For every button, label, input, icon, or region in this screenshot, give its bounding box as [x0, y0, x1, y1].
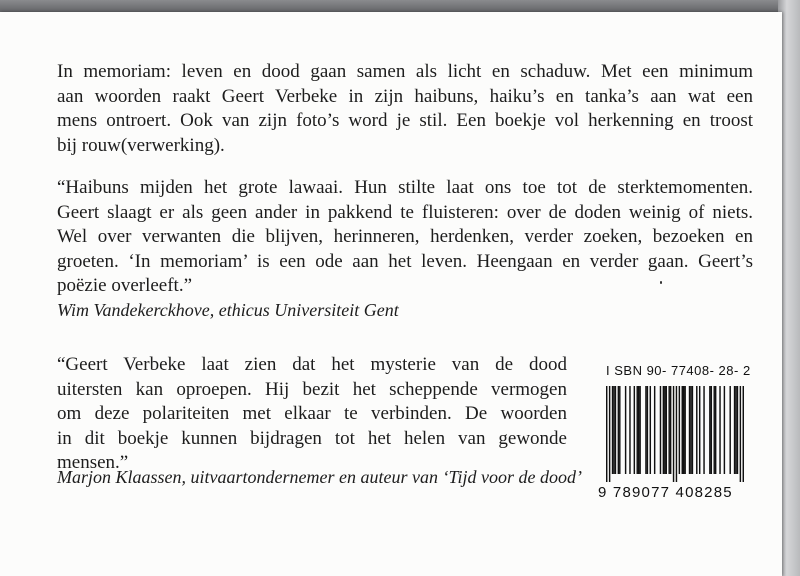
quote-paragraph: [57, 176, 753, 299]
barcode-bar: [679, 386, 680, 474]
barcode-bar: [668, 386, 669, 474]
barcode-bars: [606, 386, 744, 482]
barcode-bar: [625, 386, 626, 474]
barcode-bar: [647, 386, 648, 474]
barcode-bar: [670, 386, 671, 474]
quote-attribution: Marjon Klaassen, uitvaartondernemer en auteur van ‘Tijd voor de dood’: [57, 467, 582, 487]
barcode-bar: [740, 386, 741, 482]
ean-digits: 9 789077 408285: [598, 484, 733, 501]
barcode-bar: [703, 386, 704, 474]
quote-line: om deze polariteiten met elkaar te verbinden. De woorden: [57, 403, 567, 424]
barcode-bar: [619, 386, 620, 474]
barcode-bar: [639, 386, 640, 474]
quote-line: mensen.”: [57, 452, 129, 473]
barcode-bar: [612, 386, 613, 474]
barcode-bar: [743, 386, 744, 482]
barcode-bar: [676, 386, 677, 482]
barcode-bar: [684, 386, 685, 474]
barcode-bar: [689, 386, 690, 474]
quote-line: Geert slaagt er als geen ander in pakkend te fluisteren: over de doden weinig of niets.: [57, 201, 753, 223]
barcode-bar: [660, 386, 661, 474]
barcode-bar: [719, 386, 720, 474]
quote-attribution: Wim Vandekerckhove, ethicus Universiteit Gent: [57, 300, 399, 320]
blurb-paragraph: [57, 60, 753, 158]
blurb-line: mens ontroert. Ook van zijn foto’s word je stil. Een boekje vol herkenning en troost: [57, 110, 753, 131]
isbn-barcode: [598, 363, 751, 503]
barcode-bar: [615, 386, 616, 474]
quote-paragraph: [57, 353, 567, 476]
quote-line: in dit boekje kunnen bijdragen tot het helen van gewonde: [57, 427, 567, 449]
barcode-bar: [724, 386, 725, 474]
barcode-bar: [638, 386, 639, 474]
barcode-bar: [696, 386, 697, 474]
isbn-label: I SBN 90- 77408- 28- 2: [606, 363, 751, 378]
barcode-bar: [663, 386, 664, 474]
quote-line: uitersten kan oproepen. Hij bezit het scheppende vermogen: [57, 378, 567, 400]
barcode-bar: [709, 386, 710, 474]
quote-line: Wel over verwanten die blijven, herinneren, herdenken, verder zoeken, bezoeken en: [57, 226, 753, 247]
quote-line: “Geert Verbeke laat zien dat het mysterie van de dood: [57, 354, 567, 375]
barcode-bar: [734, 386, 735, 474]
blurb-line: In memoriam: leven en dood gaan samen als licht en schaduw. Met een minimum: [57, 61, 753, 82]
barcode-bar: [613, 386, 614, 474]
book-back-cover: [0, 12, 782, 576]
barcode-bar: [645, 386, 646, 474]
barcode-bar: [729, 386, 730, 474]
barcode-bar: [673, 386, 674, 482]
barcode-bar: [618, 386, 619, 474]
barcode-bar: [634, 386, 635, 474]
barcode-bar: [609, 386, 610, 482]
quote-line: “Haibuns mijden het grote lawaai. Hun stilte laat ons toe tot de sterktemomenten.: [57, 177, 753, 198]
barcode-bar: [650, 386, 651, 474]
barcode-bar: [737, 386, 738, 474]
blurb-line: bij rouw(verwerking).: [57, 134, 225, 156]
quote-line: groeten. ‘In memoriam’ is een ode aan het leven. Heengaan en verder gaan. Geert’s: [57, 250, 753, 272]
barcode-bar: [666, 386, 667, 474]
barcode-bar: [629, 386, 630, 474]
quote-line: poëzie overleeft.”: [57, 275, 193, 296]
barcode-bar: [654, 386, 655, 474]
barcode-bar: [692, 386, 693, 474]
barcode-bar: [699, 386, 700, 474]
barcode-bar: [682, 386, 683, 474]
barcode-bar: [664, 386, 665, 474]
print-speck: [660, 281, 662, 284]
barcode-bar: [735, 386, 736, 474]
barcode-bar: [606, 386, 607, 482]
barcode-bar: [683, 386, 684, 474]
blurb-line: aan woorden raakt Geert Verbeke in zijn haibuns, haiku’s en tanka’s aan wat een: [57, 85, 753, 107]
barcode-bar: [713, 386, 714, 474]
barcode-bar: [715, 386, 716, 474]
barcode-bar: [637, 386, 638, 474]
barcode-bar: [690, 386, 691, 474]
barcode-bar: [711, 386, 712, 474]
